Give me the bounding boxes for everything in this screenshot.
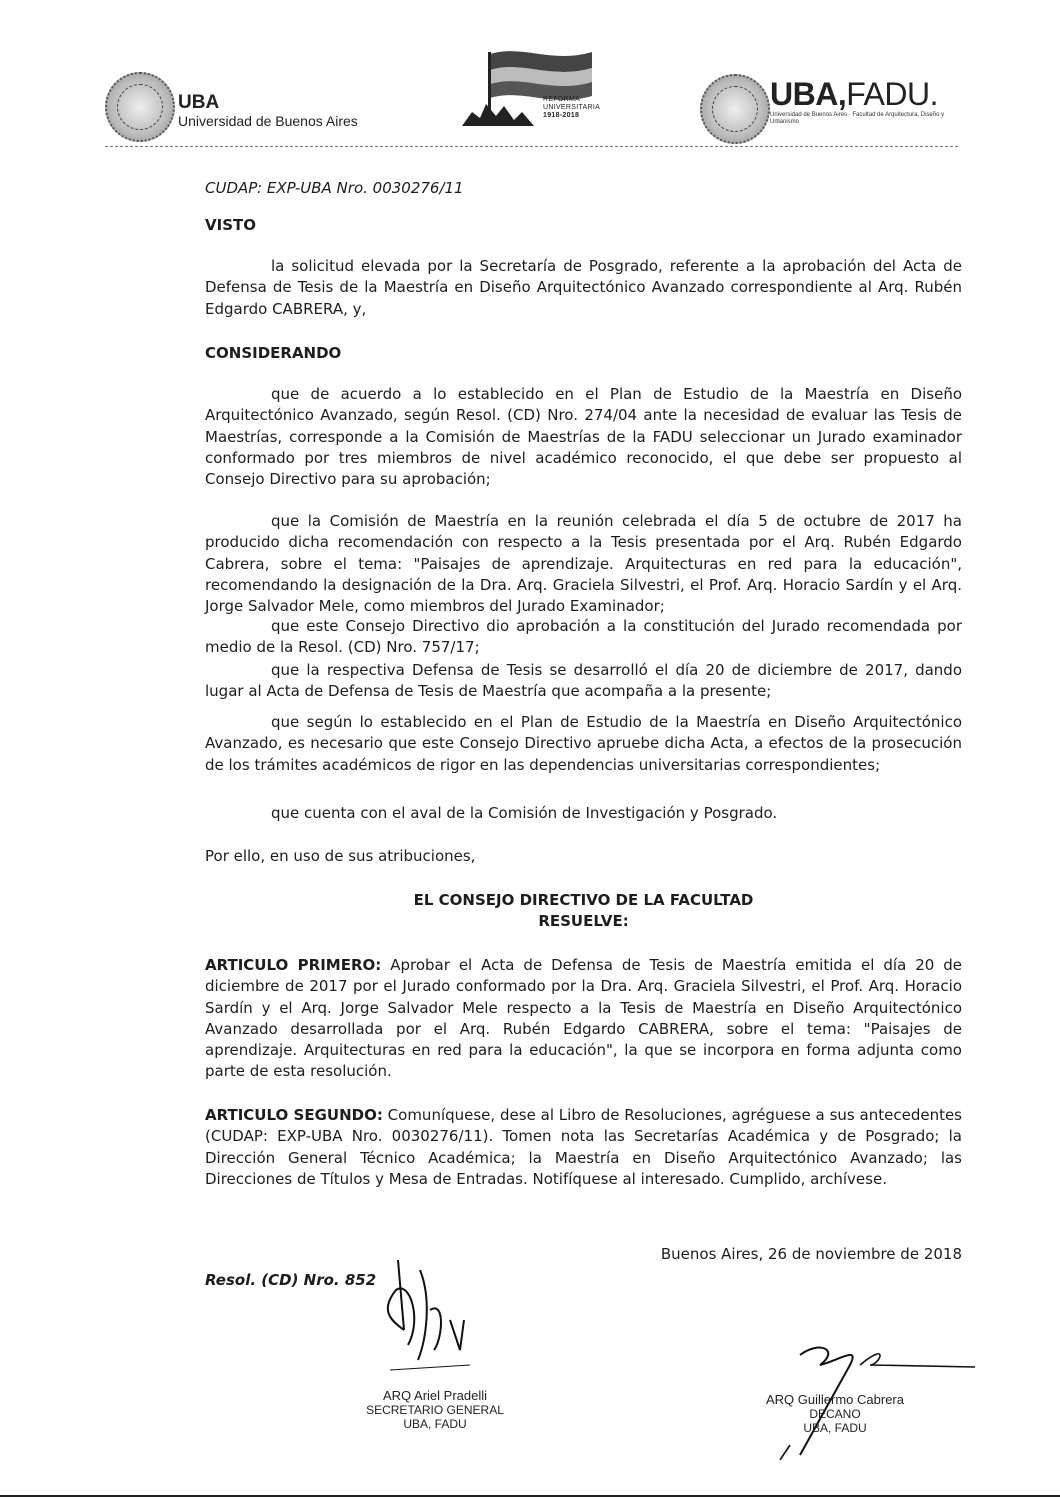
- signatory-name: ARQ Guillermo Cabrera: [766, 1392, 904, 1407]
- uba-subtitle: Universidad de Buenos Aires: [178, 113, 358, 129]
- signatory-org: UBA, FADU: [803, 1421, 867, 1435]
- signatory-name: ARQ Ariel Pradelli: [382, 1388, 488, 1403]
- header-divider: [105, 146, 960, 147]
- articulo-segundo-label: ARTICULO SEGUNDO:: [205, 1106, 383, 1124]
- signatory-role: DECANO: [809, 1407, 861, 1421]
- fadu-subtitle: Universidad de Buenos Aires · Facultad de Arquitectura, Diseño y Urbanismo: [770, 112, 945, 125]
- articulo-primero: ARTICULO PRIMERO: Aprobar el Acta de Defensa de Tesis de Maestría emitida el día 20 de diciembre de 2017 por el Jurado conformado por la Dra. Arq. Graciela Silvestri, el Prof. Arq. Horacio Sardín y el Arq. Jorge Salvador Mele respecto a la Tesis de Maestría en Diseño Arquitectónico Avanzado desarrollada por el Arq. Rubén Edgardo CABRERA, sobre el tema: "Paisajes de aprendizaje. Arquitecturas en red para la educación", la que se incorpora en forma adjunta como parte de esta resolución.: [205, 956, 962, 1081]
- place-date: Buenos Aires, 26 de noviembre de 2018: [660, 1245, 962, 1263]
- letterhead: [0, 0, 1060, 150]
- fadu-title: UBA,FADU.: [770, 76, 938, 112]
- considerando-heading: CONSIDERANDO: [205, 344, 342, 362]
- visto-paragraph: la solicitud elevada por la Secretaría de Posgrado, referente a la aprobación del Acta de Defensa de Tesis de la Maestría en Diseño Arquitectónico Avanzado correspondiente al Arq. Rubén Edgardo CABRERA, y,: [205, 257, 962, 318]
- expediente-reference: CUDAP: EXP-UBA Nro. 0030276/11: [205, 179, 464, 197]
- reforma-text: REFORMA UNIVERSITARIA 1918-2018: [543, 96, 601, 119]
- fadu-seal-icon: [700, 74, 770, 144]
- considerando-paragraph: que cuenta con el aval de la Comisión de Investigación y Posgrado.: [271, 804, 778, 822]
- articulo-segundo: ARTICULO SEGUNDO: Comuníquese, dese al Libro de Resoluciones, agréguese a sus antecedentes (CUDAP: EXP-UBA Nro. 0030276/11). Tomen nota las Secretarías Académica y de Posgrado; la Dirección General Técnico Académica; la Maestría en Diseño Arquitectónico Avanzado; las Direcciones de Títulos y Mesa de Entradas. Notifíquese al interesado. Cumplido, archívese.: [205, 1106, 962, 1188]
- por-ello-line: Por ello, en uso de sus atribuciones,: [205, 847, 476, 865]
- uba-title: UBA: [178, 92, 220, 113]
- page-bottom-border: [0, 1495, 1060, 1497]
- considerando-paragraph: que según lo establecido en el Plan de Estudio de la Maestría en Diseño Arquitectónico Avanzado, es necesario que este Consejo Directivo apruebe dicha Acta, a efectos de la prosecución de los trámites académicos de rigor en las dependencias universitarias correspondientes;: [205, 713, 962, 774]
- resolution-number: Resol. (CD) Nro. 852: [205, 1271, 377, 1289]
- articulo-primero-label: ARTICULO PRIMERO:: [205, 956, 382, 974]
- signature-pradelli: [360, 1250, 500, 1390]
- signatory-org: UBA, FADU: [403, 1417, 467, 1431]
- considerando-paragraph: que este Consejo Directivo dio aprobación a la constitución del Jurado recomendada por medio de la Resol. (CD) Nro. 757/17;: [205, 617, 962, 657]
- considerando-paragraph: que la respectiva Defensa de Tesis se desarrolló el día 20 de diciembre de 2017, dando lugar al Acta de Defensa de Tesis de Maestría que acompaña a la presente;: [205, 661, 962, 701]
- uba-seal-icon: [105, 72, 175, 142]
- considerando-paragraph: que de acuerdo a lo establecido en el Plan de Estudio de la Maestría en Diseño Arquitectónico Avanzado, según Resol. (CD) Nro. 274/04 ante la necesidad de evaluar las Tesis de Maestrías, corresponde a la Comisión de Maestrías de la FADU seleccionar un Jurado examinador conformado por tres miembros de nivel académico reconocido, el que debe ser propuesto al Consejo Directivo para su aprobación;: [205, 385, 962, 489]
- considerando-paragraph: que la Comisión de Maestría en la reunión celebrada el día 5 de octubre de 2017 ha producido dicha recomendación con respecto a la Tesis presentada por el Arq. Rubén Edgardo Cabrera, sobre el tema: "Paisajes de aprendizaje. Arquitecturas en red para la educación", recomendando la designación de la Dra. Arq. Graciela Silvestri, el Prof. Arq. Horacio Sardín y el Arq. Jorge Salvador Mele, como miembros del Jurado Examinador;: [205, 512, 962, 616]
- signatory-block: [735, 1392, 935, 1435]
- visto-heading: VISTO: [205, 216, 256, 234]
- signatory-block: [330, 1388, 540, 1431]
- signatory-role: SECRETARIO GENERAL: [366, 1403, 504, 1417]
- consejo-heading: EL CONSEJO DIRECTIVO DE LA FACULTAD RESUELVE:: [413, 891, 754, 931]
